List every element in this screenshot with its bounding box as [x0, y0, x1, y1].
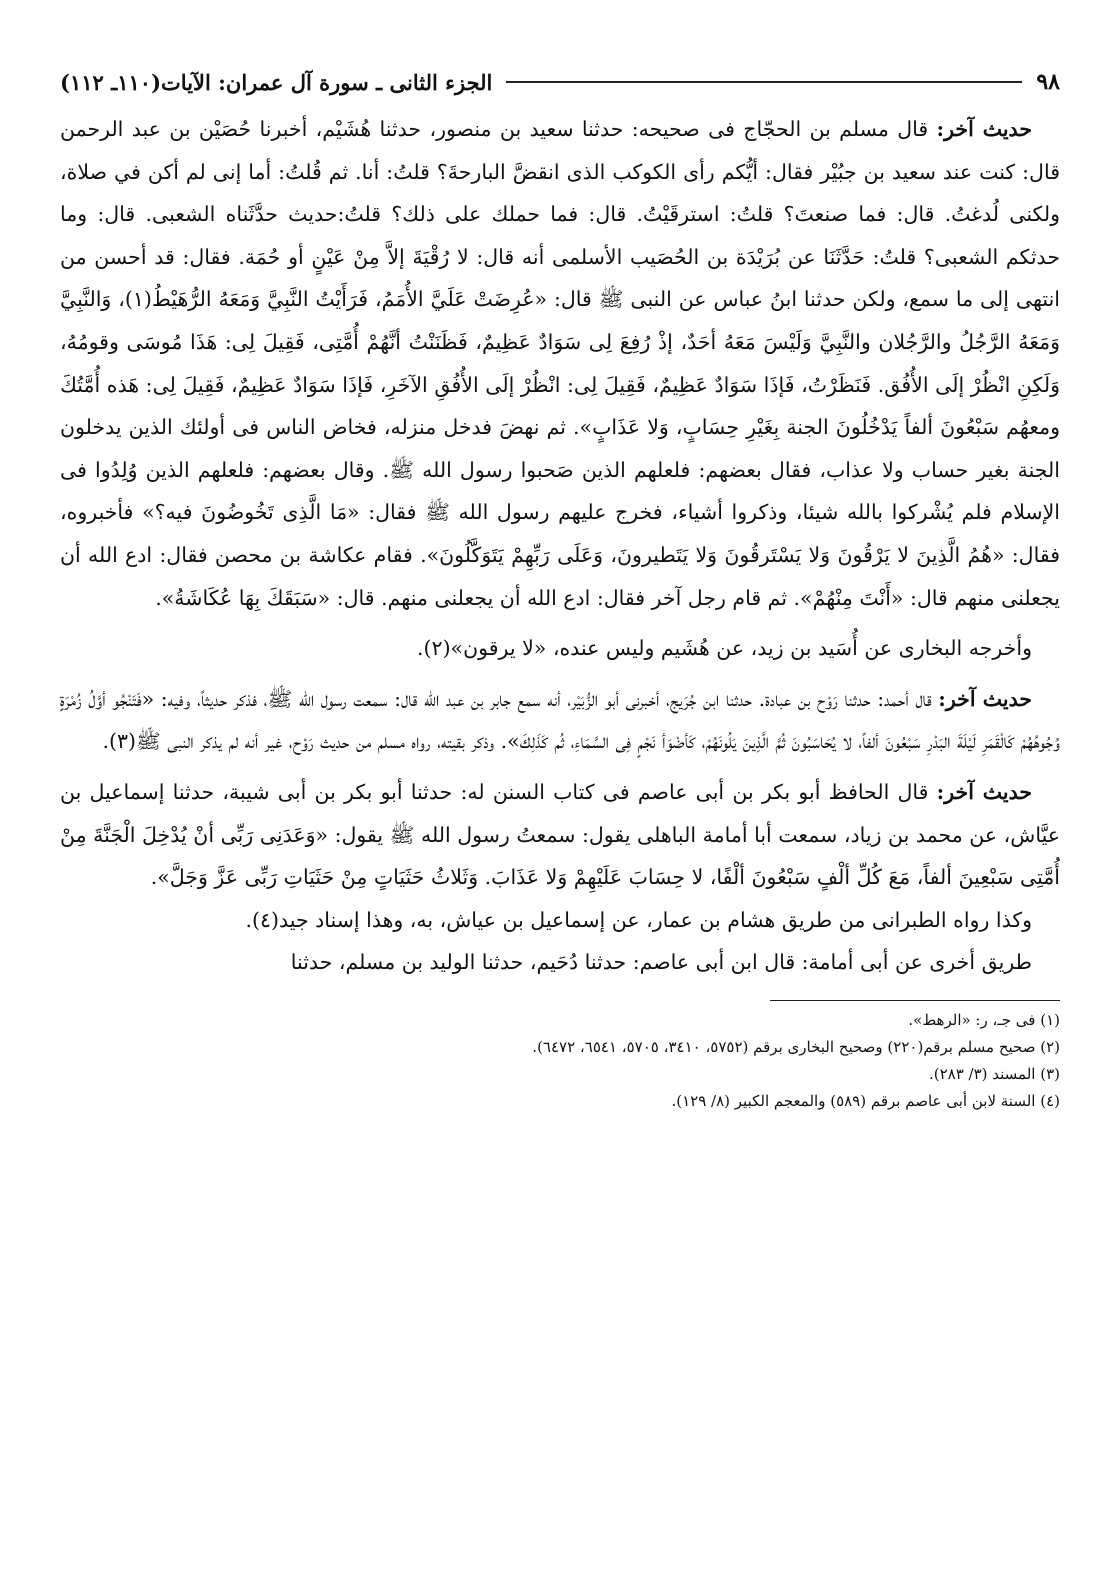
- footnote-4: (٤) السنة لابن أبى عاصم برقم (٥٨٩) والمعجم الكبير (٨/ ١٢٩).: [671, 1091, 1060, 1110]
- paragraph-3: [60, 678, 1060, 763]
- document-page: [60, 62, 1060, 1115]
- footnotes: [60, 1007, 1060, 1115]
- paragraph-2: [60, 627, 1060, 670]
- body-text: [60, 108, 1060, 984]
- paragraph-text: طريق أخرى عن أبى أمامة: قال ابن أبى عاصم: حدثنا دُحَيم، حدثنا الوليد بن مسلم، حدثنا: [290, 950, 1032, 975]
- hadith-heading: حديث آخر:: [936, 117, 1032, 141]
- header-rule: [506, 81, 1022, 83]
- header-title: الجزء الثانى ـ سورة آل عمران: الآيات(١١٠ـ ١١٢): [60, 69, 493, 95]
- paragraph-5: [60, 899, 1060, 942]
- paragraph-text: قال أحمد: حدثنا رَوْح بن عبادة. حدثنا ابن جُرَيج، أخبرنى أبو الزُّبَيْر، أنه سمع جابر بن عبد الله قال: سمعت رسول الله ﷺ، فذكر حديثاً، وفيه: «فَتَنْجُو أوَّلُ زُمْرَةٍ وُجُوهُهُمْ كَالْقَمَرِ لَيْلَةَ البَدْرِ سَبْعُونَ ألفاً، لا يُحَاسَبُونَ ثُمَّ الَّذِينَ يَلُونَهُمْ، كَأضْوَأ نَجْمٍ فِى السَّمَاءِ، ثُم كَذَلِكَ». وذكر بقيته، رواه مسلم من حديث رَوْح، غير أنه لم يذكر النبى ﷺ(٣).: [60, 686, 1060, 754]
- paragraph-text: وكذا رواه الطبرانى من طريق هشام بن عمار، عن إسماعيل بن عياش، به، وهذا إسناد جيد(٤).: [245, 907, 1032, 932]
- footnote-separator: [770, 1000, 1060, 1001]
- page-number: ٩٨: [1036, 69, 1060, 95]
- paragraph-text: قال الحافظ أبو بكر بن أبى عاصم فى كتاب السنن له: حدثنا أبو بكر بن أبى شيبة، حدثنا إسماعيل بن عيَّاش، عن محمد بن زياد، سمعت أبا أمامة الباهلى يقول: سمعتُ رسول الله ﷺ يقول: «وَعَدَنِى رَبِّى أنْ يُدْخِلَ الْجَنَّةَ مِنْ أُمَّتِى سَبْعِينَ ألفاً، مَعَ كُلِّ ألْفٍ سَبْعُونَ ألْفًا، لا حِسَابَ عَلَيْهِمْ وَلا عَذَابَ. وَثَلاثُ حَثَيَاتٍ مِنْ حَثَيَاتِ رَبِّى عَزَّ وَجَلَّ».: [60, 779, 1060, 890]
- hadith-heading: حديث آخر:: [936, 779, 1033, 804]
- footnote-2: (٢) صحيح مسلم برقم(٢٢٠) وصحيح البخارى برقم (٥٧٥٢، ٣٤١٠، ٥٧٠٥، ٦٥٤١، ٦٤٧٢).: [532, 1037, 1060, 1056]
- paragraph-6: [60, 941, 1060, 984]
- hadith-heading: حديث آخر:: [938, 686, 1032, 711]
- paragraph-4: [60, 771, 1060, 899]
- paragraph-1: [60, 108, 1060, 619]
- footnote-3: (٣) المسند (٣/ ٢٨٣).: [928, 1064, 1060, 1083]
- paragraph-text: قال مسلم بن الحجّاج فى صحيحه: حدثنا سعيد بن منصور، حدثنا هُشَيْم، أخبرنا حُصَيْن بن عبد الرحمن قال: كنت عند سعيد بن جبُيْر فقال: أيُّكم رأى الكوكب الذى انقضَّ البارحةَ؟ قلتُ: أنا. ثم قُلتُ: أما إنى لم أكن في صلاة، ولكنى لُدغتُ. قال: فما صنعتَ؟ قلتُ: استرقَيْتُ. قال: فما حملك على ذلك؟ قلتُ:حديث حدَّثَناه الشعبى. قال: وما حدثكم الشعبى؟ قلتُ: حَدَّثَنَا عن بُرَيْدَة بن الحُصَيب الأسلمى أنه قال: لا رُقْيَةَ إلاَّ مِنْ عَيْنٍ أو حُمَة. فقال: قد أحسن من انتهى إلى ما سمع، ولكن حدثنا ابنُ عباس عن النبى ﷺ قال: «عُرِضَتْ عَلَيَّ الأُمَمُ، فَرَأَيْتُ النَّبِيَّ وَمَعَهُ الرُّهَيْطُ(١)، وَالنَّبِيَّ وَمَعَهُ الرَّجُلُ والرَّجُلان والنَّبِيَّ وَلَيْسَ مَعَهُ أحَدٌ، إذْ رُفِعَ لِى سَوَادٌ عَظِيمٌ، فَظَنَنْتُ أنَّهُمْ أُمَّتِى، فَقِيلَ لِى: هَذَا مُوسَى وقومُهُ، وَلَكِنِ انْظُرْ إلَى الأُفُق. فَنَظَرْتُ، فَإذَا سَوَادٌ عَظِيمٌ، فَقِيلَ لِى: انْظُرْ إلَى الأُفُقِ الآخَرِ، فَإذَا سَوَادٌ عَظِيمٌ، فَقِيلَ لِى: هَذه أُمَّتُكَ ومعهُم سَبْعُونَ ألفاً يَدْخُلُونَ الجنة بِغَيْرِ حِسَابٍ، وَلا عَذَابٍ». ثم نهضَ فدخل منزله، فخاض الناس فى أولئك الذين يدخلون الجنة بغير حساب ولا عذاب، فقال بعضهم: فلعلهم الذين صَحبوا رسول الله ﷺ. وقال بعضهم: فلعلهم الذين وُلِدُوا فى الإسلام فلم يُشْركوا بالله شيئا، وذكروا أشياء، فخرج عليهم رسول الله ﷺ فقال: «مَا الَّذِى تَخُوضُونَ فيه؟» فأخبروه، فقال: «هُمُ الَّذِينَ لا يَرْقُونَ وَلا يَسْتَرقُونَ وَلا يَتَطيرونَ، وَعَلَى رَبِّهِمْ يَتَوَكَّلُونَ». فقام عكاشة بن محصن فقال: ادع الله أن يجعلنى منهم قال: «أَنْتَ مِنْهُمْ». ثم قام رجل آخر فقال: ادع الله أن يجعلنى منهم. قال: «سَبَقَكَ بِهَا عُكَاشَةُ».: [60, 117, 1061, 610]
- paragraph-text: وأخرجه البخارى عن أُسَيد بن زيد، عن هُشَيم وليس عنده، «لا يرقون»(٢).: [417, 636, 1032, 661]
- footnote-1: (١) فى جـ، ر: «الرهط».: [908, 1010, 1060, 1029]
- running-header: [60, 62, 1060, 102]
